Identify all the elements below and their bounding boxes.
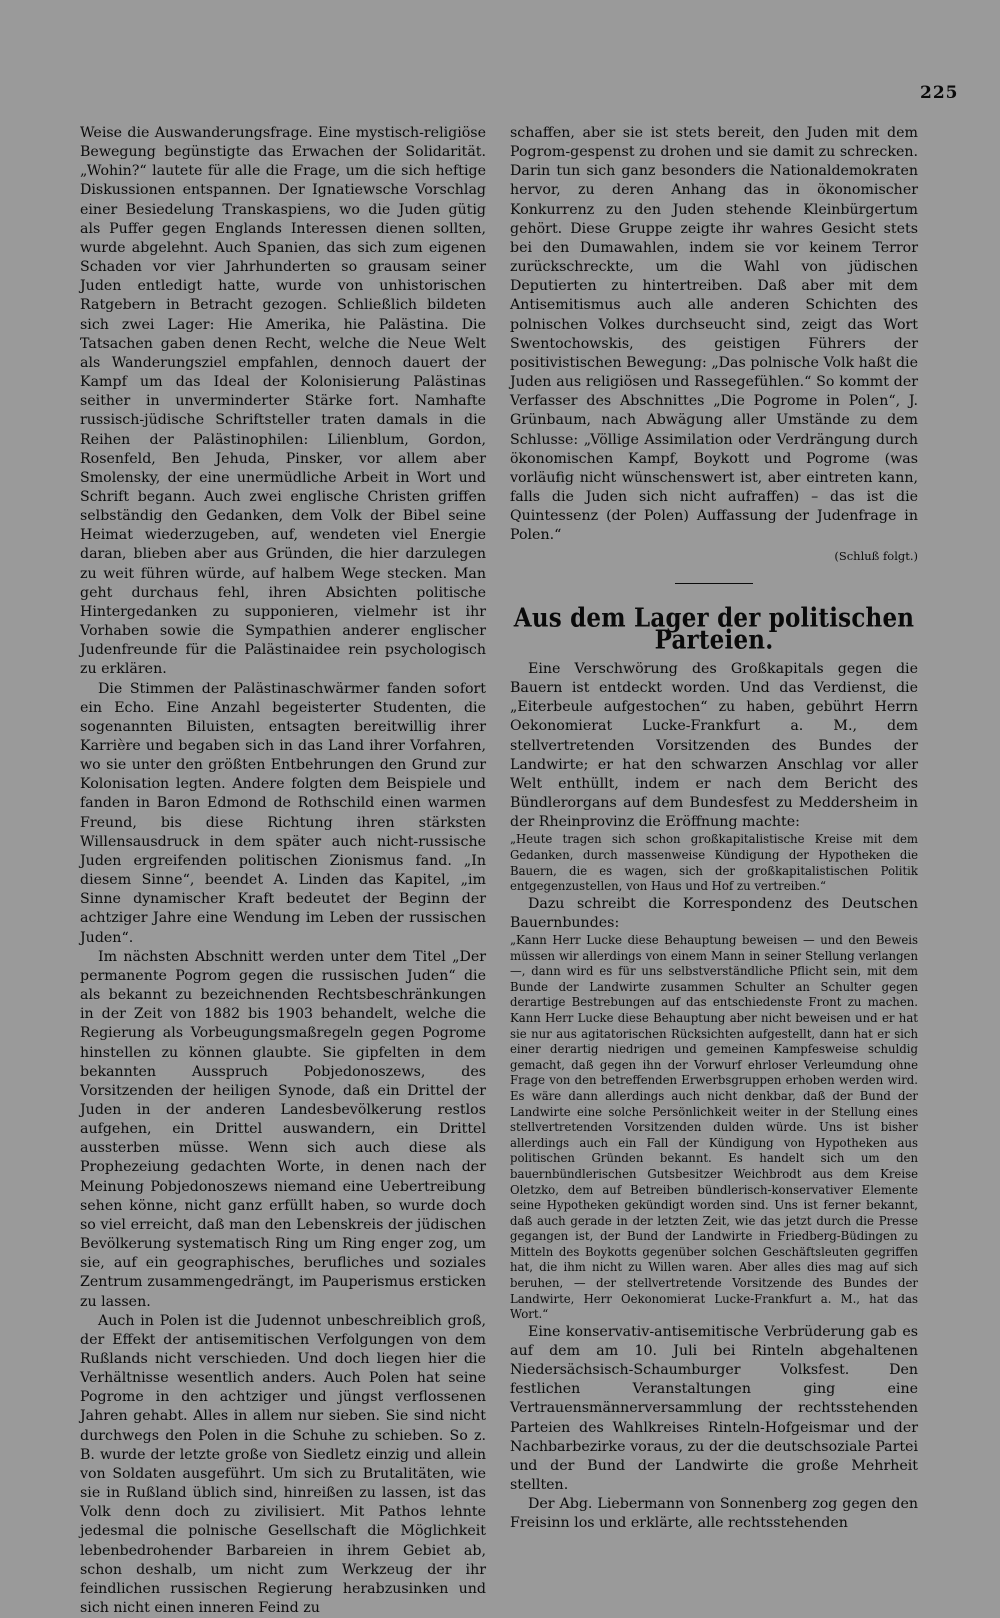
paragraph: Weise die Auswanderungsfrage. Eine mystisch-religiöse Bewegung begünstigte das Erwachen der Solidarität. „Wohin?“ lautete für alle die Frage, um die sich heftige Diskussionen entspannen. Der Ignatiewsche Vorschlag einer Besiedelung Transkaspiens, wo die Juden gütig als Puffer gegen Englands Interessen dienen sollten, wurde abgelehnt. Auch Spanien, das sich zum eigenen Schaden vor vier Jahrhunderten so grausam seiner Juden entledigt hatte, wurde von unhistorischen Ratgebern in Betracht gezogen. Schließlich bildeten sich zwei Lager: Hie Amerika, hie Palästina. Die Tatsachen gaben denen Recht, welche die Neue Welt als Wanderungsziel empfahlen, dennoch dauert der Kampf um das Ideal der Kolonisierung Palästinas seither in unverminderter Stärke fort. Namhafte russisch-jüdische Schriftsteller traten damals in die Reihen der Palästinophilen: Lilienblum, Gordon, Rosenfeld, Ben Jehuda, Pinsker, vor allem aber Smolensky, der eine unermüdliche Arbeit in Wort und Schrift begann. Auch zwei englische Christen griffen selbständig den Gedanken, dem Volk der Bibel seine Heimat wiederzugeben, auf, wendeten viel Energie daran, blieben aber aus Gründen, die hier darzulegen zu weit führen würde, auf halbem Wege stecken. Man geht durchaus fehl, ihren Absichten politische Hintergedanken zu supponieren, vielmehr ist ihr Vorhaben sowie die Sympathien anderer englischer Judenfreunde für die Palästinaidee rein psychologisch zu erklären. bbox=[80, 125, 486, 678]
block-quote: „Heute tragen sich schon großkapitalistische Kreise mit dem Gedanken, durch massenweise Kündigung der Hypotheken die Bauern, die es wagen, sich der großkapitalistischen Politik entgegenzustellen, von Haus und Hof zu vertreiben.“ bbox=[510, 832, 918, 894]
paragraph: Dazu schreibt die Korrespondenz des Deutschen Bauernbundes: bbox=[510, 895, 918, 931]
paragraph: Eine Verschwörung des Großkapitals gegen die Bauern ist entdeckt worden. Und das Verdienst, die „Eiterbeule aufgestochen“ zu haben, gebührt Herrn Oekonomierat Lucke-Frankfurt a. M., dem stellvertretenden Vorsitzenden des Bundes der Landwirte; er hat den schwarzen Anschlag vor aller Welt enthüllt, indem er nach dem Bericht des Bündlerorgans auf dem Bundesfest zu Meddersheim in der Rheinprovinz die Eröffnung machte: bbox=[510, 660, 918, 831]
left-column bbox=[80, 124, 486, 1618]
right-column bbox=[510, 124, 918, 1534]
paragraph: Die Stimmen der Palästinaschwärmer fanden sofort ein Echo. Eine Anzahl begeisterter Studenten, die sogenannten Biluisten, entsagten bereitwillig ihrer Karrière und begaben sich in das Land ihrer Vorfahren, wo sie unter den größten Entbehrungen den Grund zur Kolonisation legten. Andere folgten dem Beispiele und fanden in Baron Edmond de Rothschild einen warmen Freund, bis diese Richtung ihren stärksten Willensausdruck in dem später auch nicht-russische Juden ergreifenden politischen Zionismus fand. „In diesem Sinne“, beendet A. Linden das Kapitel, „im Sinne dynamischer Kraft bedeutet der Beginn der achtziger Jahre eine Wendung im Leben der russischen Juden“. bbox=[80, 680, 486, 946]
paragraph: Eine konservativ-antisemitische Verbrüderung gab es auf dem am 10. Juli bei Rinteln abgehaltenen Niedersächsisch-Schaumburger Volksfest. Den festlichen Veranstaltungen ging eine Vertrauensmännerversammlung der rechtsstehenden Parteien des Wahlkreises Rinteln-Hofgeismar und der Nachbarbezirke voraus, zu der die deutschsoziale Partei und der Bund der Landwirte die große Mehrheit stellten. bbox=[510, 1323, 918, 1494]
section-divider bbox=[675, 583, 753, 584]
paragraph: Im nächsten Abschnitt werden unter dem Titel „Der permanente Pogrom gegen die russischen Juden“ die als bekannt zu bezeichnenden Rechtsbeschränkungen in der Zeit von 1882 bis 1903 behandelt, welche die Regierung als Vorbeugungsmaßregeln gegen Pogrome hinstellen zu können glaubte. Sie gipfelten in dem bekannten Ausspruch Pobjedonoszews, des Vorsitzenden der heiligen Synode, daß ein Drittel der Juden in der anderen Landesbevölkerung restlos aufgehen, ein Drittel auswandern, ein Drittel aussterben müsse. Wenn sich auch diese als Prophezeiung gedachten Worte, in denen nach der Meinung Pobjedonoszews niemand eine Uebertreibung sehen könne, nicht ganz erfüllt haben, so wurde doch so viel erreicht, daß man den Lebenskreis der jüdischen Bevölkerung systematisch Ring um Ring enger zog, um sie, auf ein geographisches, berufliches und soziales Zentrum zusammengedrängt, im Pauperismus ersticken zu lassen. bbox=[80, 948, 486, 1310]
block-quote: „Kann Herr Lucke diese Behauptung beweisen — und den Beweis müssen wir allerdings von einem Mann in seiner Stellung verlangen —, dann wird es für uns selbstverständliche Pflicht sein, mit dem Bunde der Landwirte zusammen Schulter an Schulter gegen derartige Bestrebungen auf das entschiedenste Front zu machen. Kann Herr Lucke diese Behauptung aber nicht beweisen und er hat sie nur aus agitatorischen Rücksichten aufgestellt, dann hat er sich einer derartig niedrigen und gemeinen Kampfesweise schuldig gemacht, daß gegen ihn der Vorwurf ehrloser Verleumdung ohne Frage von den betreffenden Erwerbsgruppen erhoben werden wird. Es wäre dann allerdings auch nicht denkbar, daß der Bund der Landwirte eine solche Persönlichkeit weiter in der Stellung eines stellvertretenden Vorsitzenden dulden würde. Uns ist bisher allerdings auch ein Fall der Kündigung von Hypotheken aus politischen Gründen bekannt. Es handelt sich um den bauernbündlerischen Gutsbesitzer Weichbrodt aus dem Kreise Oletzko, dem auf Betreiben bündlerisch-konservativer Elemente seine Hypotheken gekündigt worden sind. Uns ist ferner bekannt, daß auch gerade in der letzten Zeit, wie das jetzt durch die Presse gegangen ist, der Bund der Landwirte in Friedberg-Büdingen zu Mitteln des Boykotts gegenüber solchen Geschäftsleuten gegriffen hat, die ihm nicht zu Willen waren. Aber alles dies mag auf sich beruhen, — der stellvertretende Vorsitzende des Bundes der Landwirte, Herr Oekonomierat Lucke-Frankfurt a. M., hat das Wort.“ bbox=[510, 933, 918, 1322]
section-title: Aus dem Lager der politischen Parteien. bbox=[513, 602, 915, 656]
paragraph: schaffen, aber sie ist stets bereit, den Juden mit dem Pogrom-gespenst zu drohen und sie damit zu schrecken. Darin tun sich ganz besonders die Nationaldemokraten hervor, zu deren Anhang das in ökonomischer Konkurrenz zu den Juden stehende Kleinbürgertum gehört. Diese Gruppe zeigte ihr wahres Gesicht stets bei den Dumawahlen, indem sie vor keinem Terror zurückschreckte, um die Wahl von jüdischen Deputierten zu hintertreiben. Daß aber mit dem Antisemitismus auch alle anderen Schichten des polnischen Volkes durchseucht sind, zeigt das Wort Swentochowskis, des geistigen Führers der positivistischen Bewegung: „Das polnische Volk haßt die Juden aus religiösen und Rassegefühlen.“ So kommt der Verfasser des Abschnittes „Die Pogrome in Polen“, J. Grünbaum, nach Abwägung aller Umstände zu dem Schlusse: „Völlige Assimilation oder Verdrängung durch ökonomischen Kampf, Boykott und Pogrome (was vorläufig nicht wünschenswert ist, aber eintreten kann, falls die Juden sich nicht aufraffen) – das ist die Quintessenz (der Polen) Auffassung der Judenfrage in Polen.“ bbox=[510, 125, 918, 544]
paragraph: Der Abg. Liebermann von Sonnenberg zog gegen den Freisinn los und erklärte, alle rechtsstehenden bbox=[510, 1496, 918, 1532]
continuation-note: (Schluß folgt.) bbox=[834, 549, 918, 564]
paragraph: Auch in Polen ist die Judennot unbeschreiblich groß, der Effekt der antisemitischen Verfolgungen von dem Rußlands nicht verschieden. Und doch liegen hier die Verhältnisse wesentlich anders. Auch Polen hat seine Pogrome in den achtziger und jüngst verflossenen Jahren gehabt. Alles in allem nur sieben. Sie sind nicht durchwegs den Polen in die Schuhe zu schieben. So z. B. wurde der letzte große von Siedletz einzig und allein von Soldaten ausgeführt. Um sich zu Brutalitäten, wie sie in Rußland üblich sind, hinreißen zu lassen, ist das Volk denn doch zu zivilisiert. Mit Pathos lehnte jedesmal die polnische Gesellschaft die Möglichkeit lebenbedrohender Barbareien in ihrem Gebiet ab, schon deshalb, um nicht zum Werkzeug der ihr feindlichen russischen Regierung herabzusinken und sich nicht einen inneren Feind zu bbox=[80, 1312, 486, 1617]
page-number: 225 bbox=[920, 83, 959, 103]
